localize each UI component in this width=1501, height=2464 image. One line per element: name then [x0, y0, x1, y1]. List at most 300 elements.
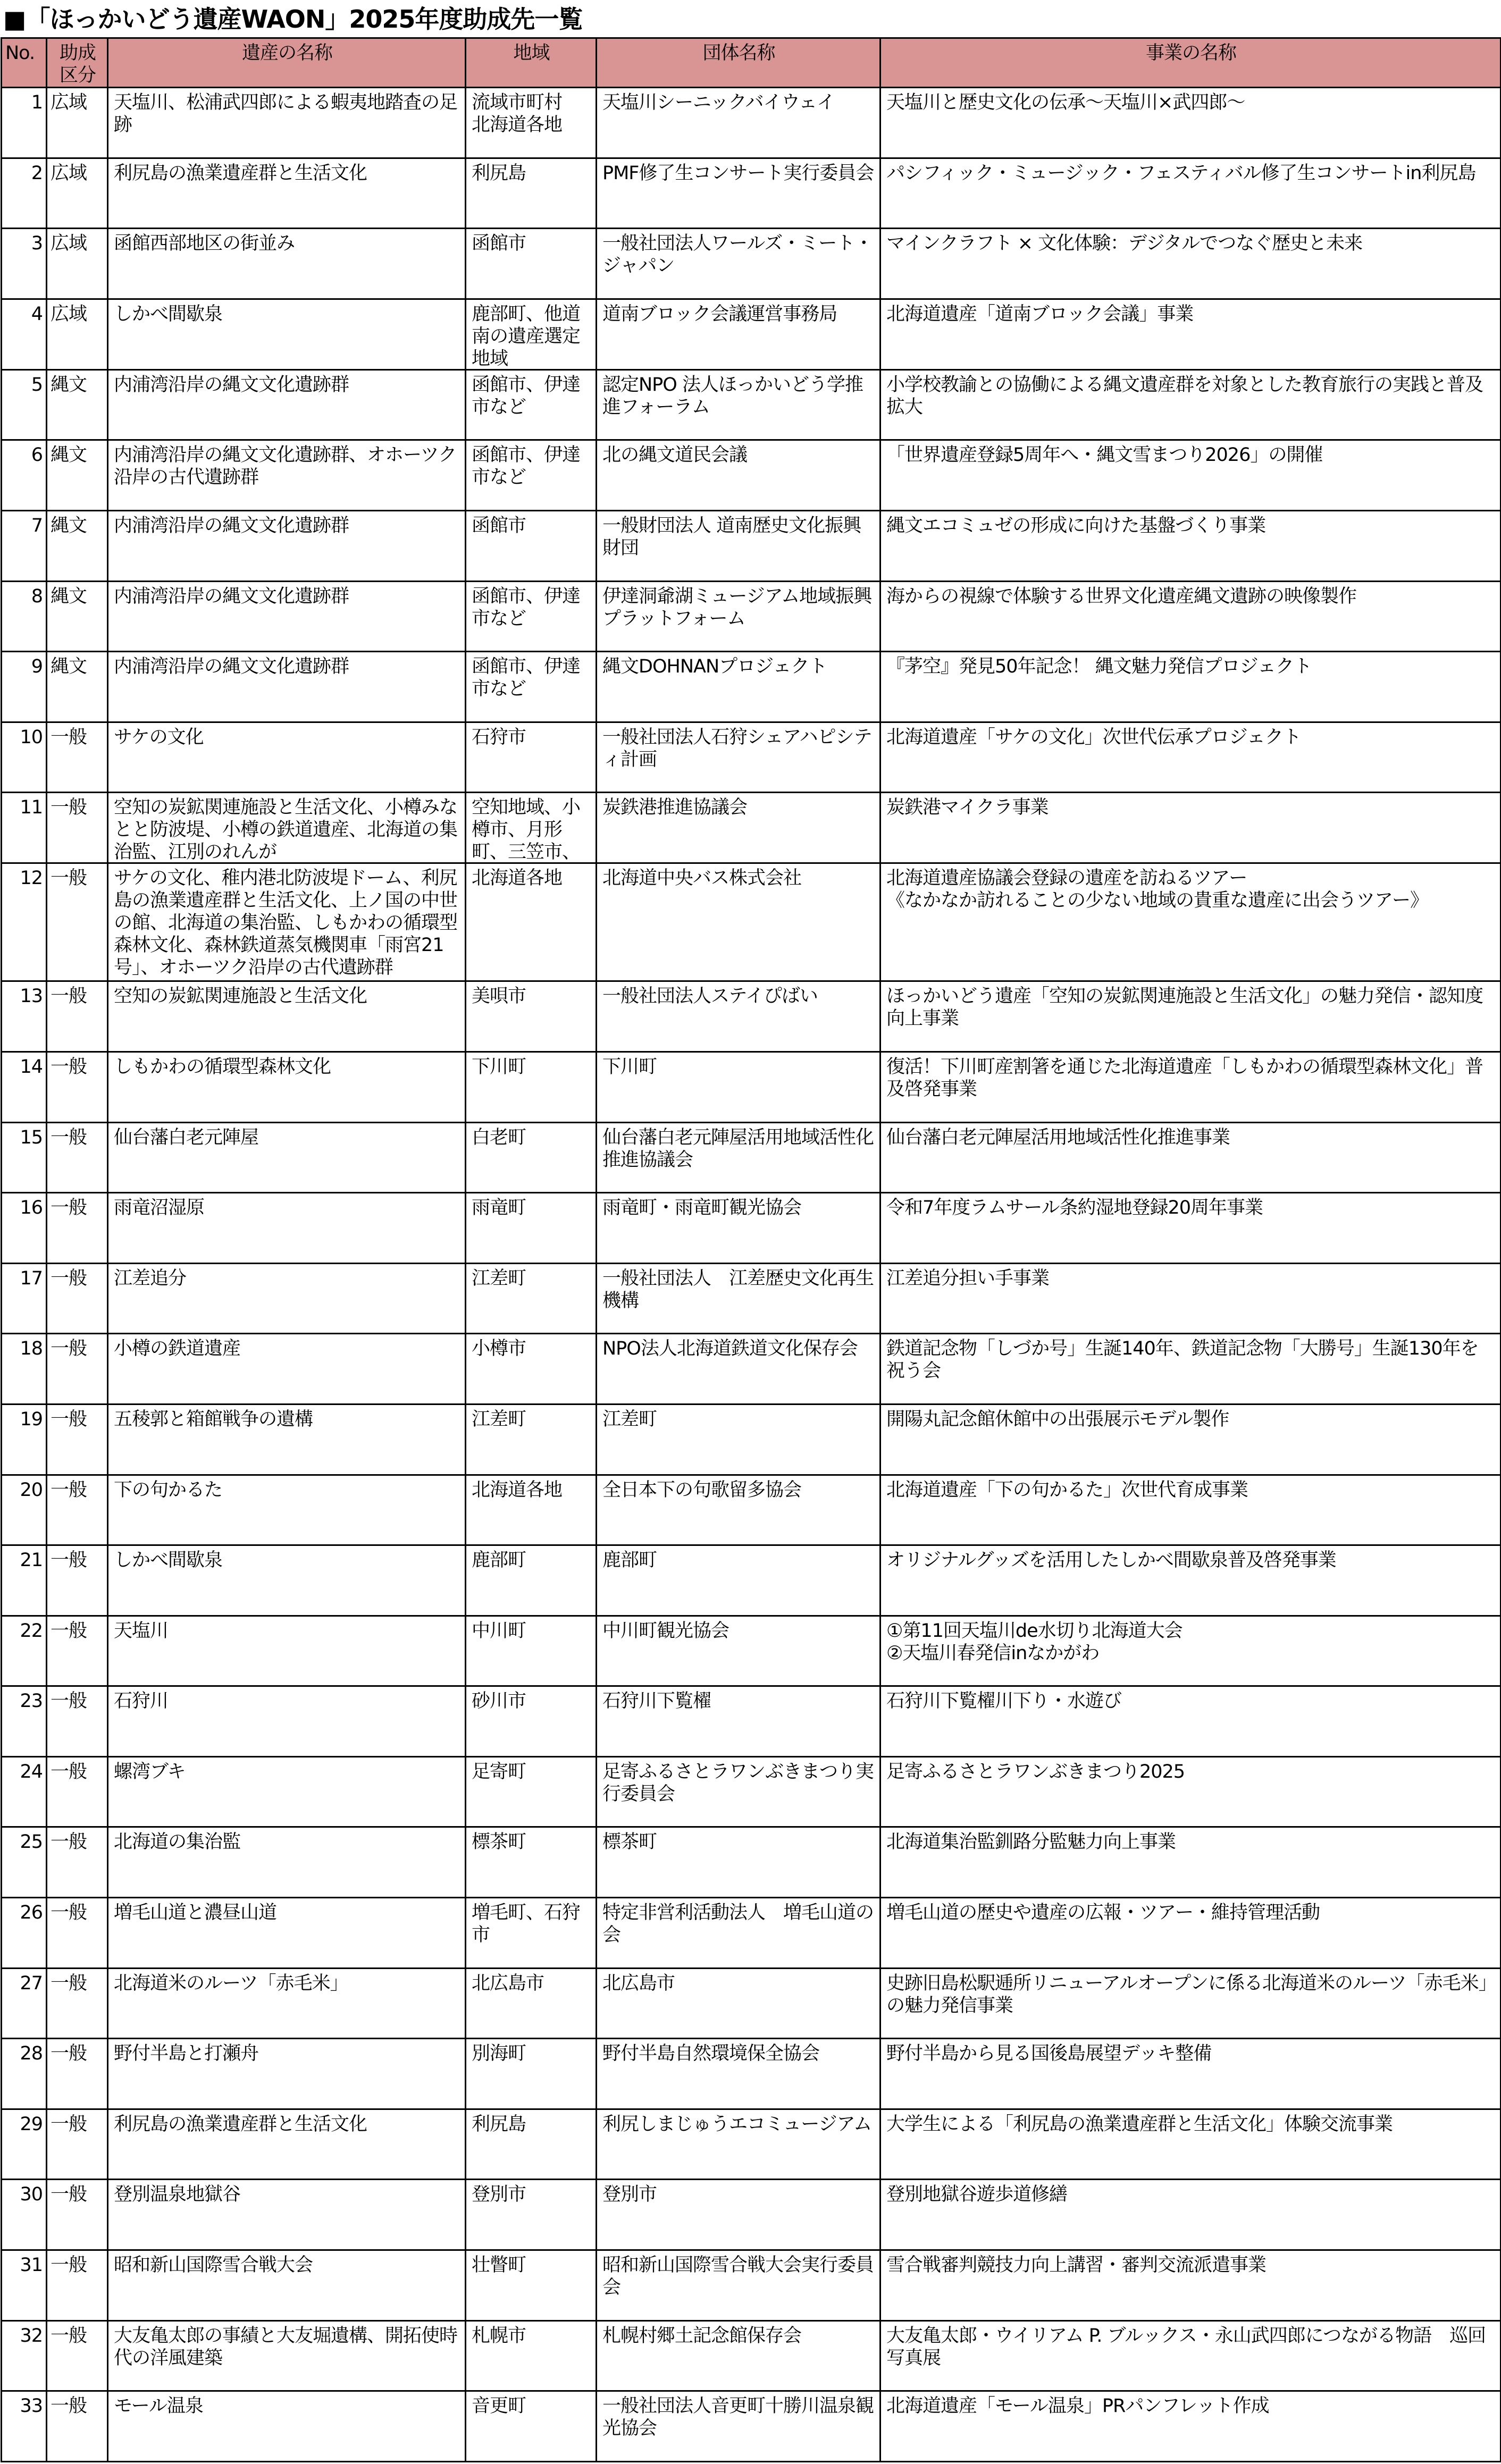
cell-no-text: 6 — [31, 444, 43, 466]
cell-organization — [597, 299, 881, 369]
cell-organization — [597, 793, 881, 863]
cell-category-text: 縄文 — [51, 444, 87, 466]
cell-heritage-name-text: 北海道の集治監 — [114, 1831, 241, 1853]
cell-heritage-name-text: モール温泉 — [114, 2395, 203, 2417]
cell-heritage-name — [108, 440, 466, 511]
cell-no-text: 9 — [31, 656, 43, 678]
cell-organization-text: 認定NPO 法人ほっかいどう学推進フォーラム — [602, 374, 863, 418]
cell-organization-text: NPO法人北海道鉄道文化保存会 — [602, 1338, 858, 1360]
cell-heritage-name-text: 螺湾ブキ — [114, 1761, 186, 1782]
cell-area — [466, 2391, 597, 2462]
cell-no — [2, 1616, 47, 1686]
cell-area — [466, 158, 597, 229]
cell-heritage-name — [108, 1756, 466, 1827]
cell-organization-text: 一般社団法人ステイぴばい — [602, 986, 818, 1007]
cell-no — [2, 2391, 47, 2462]
cell-project-text: 大学生による「利尻島の漁業遺産群と生活文化」体験交流事業 — [886, 2113, 1393, 2135]
cell-no-text: 3 — [31, 233, 43, 255]
table-row — [2, 981, 1501, 1052]
cell-project — [881, 2109, 1501, 2180]
cell-project-text: 増毛山道の歴史や遺産の広報・ツアー・維持管理活動 — [886, 1902, 1320, 1924]
cell-no — [2, 722, 47, 793]
cell-project-text: 小学校教諭との協働による縄文遺産群を対象とした教育旅行の実践と普及拡大 — [886, 374, 1483, 418]
column-header-heritage-name: 遺産の名称 — [108, 38, 466, 88]
cell-no — [2, 1898, 47, 1969]
cell-no — [2, 1334, 47, 1405]
cell-area — [466, 1968, 597, 2039]
cell-heritage-name — [108, 2180, 466, 2250]
cell-category-text: 一般 — [51, 1972, 87, 1994]
cell-project — [881, 1616, 1501, 1686]
cell-area — [466, 229, 597, 299]
cell-area-text: 鹿部町 — [472, 1550, 526, 1571]
cell-project-text: マインクラフト × 文化体験：デジタルでつなぐ歴史と未来 — [886, 233, 1363, 255]
cell-organization-text: 中川町観光協会 — [602, 1620, 729, 1642]
table-row — [2, 1122, 1501, 1193]
cell-category — [47, 88, 108, 158]
cell-no-text: 25 — [20, 1831, 43, 1853]
table-row — [2, 1616, 1501, 1686]
cell-no-text: 20 — [20, 1479, 43, 1501]
cell-area-text: 利尻島 — [472, 162, 526, 184]
cell-category — [47, 299, 108, 369]
cell-no-text: 15 — [20, 1126, 43, 1148]
cell-category — [47, 722, 108, 793]
cell-project — [881, 1756, 1501, 1827]
cell-project-text: 海からの視線で体験する世界文化遺産縄文遺跡の映像製作 — [886, 585, 1357, 607]
cell-heritage-name-text: 江差追分 — [114, 1267, 187, 1289]
cell-category-text: 一般 — [51, 1197, 87, 1219]
page-title: ■「ほっかいどう遺産WAON」2025年度助成先一覧 — [3, 5, 583, 33]
cell-no-text: 5 — [31, 374, 43, 396]
cell-category-text: 一般 — [51, 1338, 87, 1360]
cell-heritage-name — [108, 1545, 466, 1616]
cell-area — [466, 2039, 597, 2109]
cell-organization-text: 利尻しまじゅうエコミュージアム — [602, 2113, 872, 2135]
cell-project-text: 鉄道記念物「しづか号」生誕140年、鉄道記念物「大勝号」生誕130年を祝う会 — [886, 1338, 1479, 1382]
cell-area-text: 増毛町、石狩市 — [472, 1902, 581, 1946]
cell-heritage-name-text: 昭和新山国際雪合戦大会 — [114, 2255, 313, 2276]
cell-category — [47, 1052, 108, 1122]
cell-category-text: 一般 — [51, 2043, 87, 2065]
cell-category — [47, 1545, 108, 1616]
cell-category-text: 一般 — [51, 797, 87, 819]
cell-heritage-name-text: 五稜郭と箱館戦争の遺構 — [114, 1408, 313, 1430]
cell-heritage-name-text: 下の句かるた — [114, 1479, 223, 1501]
cell-area — [466, 1263, 597, 1334]
cell-heritage-name-text: 大友亀太郎の事績と大友堀遺構、開拓使時代の洋風建築 — [114, 2325, 458, 2369]
column-header-area: 地域 — [466, 38, 597, 88]
cell-project-text: 天塩川と歴史文化の伝承～天塩川×武四郎～ — [886, 92, 1245, 113]
cell-heritage-name-text: 内浦湾沿岸の縄文文化遺跡群 — [114, 585, 349, 607]
cell-project — [881, 1898, 1501, 1969]
cell-no-text: 8 — [31, 585, 43, 607]
cell-no — [2, 1193, 47, 1264]
cell-heritage-name — [108, 1263, 466, 1334]
cell-project-text: 北海道集治監釧路分監魅力向上事業 — [886, 1831, 1176, 1853]
table-row — [2, 2039, 1501, 2109]
cell-organization — [597, 2180, 881, 2250]
cell-no-text: 16 — [20, 1197, 43, 1219]
cell-category-text: 一般 — [51, 2255, 87, 2276]
column-header-organization: 団体名称 — [597, 38, 881, 88]
cell-organization — [597, 1898, 881, 1969]
cell-category — [47, 510, 108, 581]
cell-heritage-name — [108, 1898, 466, 1969]
cell-project-text: 令和7年度ラムサール条約湿地登録20周年事業 — [886, 1197, 1263, 1219]
cell-category-text: 一般 — [51, 1831, 87, 1853]
cell-category-text: 広域 — [51, 233, 87, 255]
cell-project — [881, 1475, 1501, 1545]
cell-area-text: 北海道各地 — [472, 1479, 563, 1501]
table-row — [2, 510, 1501, 581]
table-row — [2, 1827, 1501, 1898]
cell-category-text: 縄文 — [51, 374, 87, 396]
cell-area-text: 函館市、伊達市など — [472, 374, 581, 418]
cell-organization — [597, 229, 881, 299]
cell-category-text: 一般 — [51, 986, 87, 1007]
cell-no-text: 12 — [20, 868, 43, 889]
table-row — [2, 793, 1501, 863]
cell-organization — [597, 1968, 881, 2039]
cell-organization — [597, 440, 881, 511]
cell-no-text: 28 — [20, 2043, 43, 2065]
column-header-no: No. — [2, 38, 47, 88]
cell-category-text: 一般 — [51, 1408, 87, 1430]
cell-organization-text: 鹿部町 — [602, 1550, 657, 1571]
cell-project — [881, 581, 1501, 652]
cell-category — [47, 1898, 108, 1969]
cell-heritage-name-text: しかべ間歇泉 — [114, 1550, 223, 1571]
cell-category-text: 一般 — [51, 1479, 87, 1501]
cell-project — [881, 981, 1501, 1052]
cell-project — [881, 1263, 1501, 1334]
cell-no-text: 1 — [31, 92, 43, 113]
cell-heritage-name — [108, 2391, 466, 2462]
column-header-category: 助成 区分 — [47, 38, 108, 88]
cell-organization — [597, 1404, 881, 1475]
cell-category-text: 一般 — [51, 1761, 87, 1782]
cell-category — [47, 440, 108, 511]
cell-area-text: 函館市 — [472, 233, 526, 255]
cell-category-text: 一般 — [51, 1620, 87, 1642]
cell-no — [2, 299, 47, 369]
cell-project — [881, 440, 1501, 511]
cell-area-text: 鹿部町、他道南の遺産選定地域 — [472, 303, 581, 369]
cell-no-text: 32 — [20, 2325, 43, 2347]
cell-project-text: 足寄ふるさとラワンぶきまつり2025 — [886, 1761, 1185, 1782]
table-row — [2, 2180, 1501, 2250]
cell-no-text: 19 — [20, 1408, 43, 1430]
cell-no-text: 17 — [20, 1267, 43, 1289]
cell-area — [466, 1898, 597, 1969]
cell-project — [881, 1545, 1501, 1616]
cell-no — [2, 863, 47, 981]
cell-heritage-name — [108, 2039, 466, 2109]
cell-project — [881, 88, 1501, 158]
cell-organization — [597, 1686, 881, 1757]
cell-project-text: 雪合戦審判競技力向上講習・審判交流派遣事業 — [886, 2255, 1267, 2276]
cell-area — [466, 1052, 597, 1122]
cell-category — [47, 863, 108, 981]
cell-category-text: 広域 — [51, 162, 87, 184]
cell-heritage-name-text: しもかわの循環型森林文化 — [114, 1056, 331, 1078]
cell-no — [2, 581, 47, 652]
cell-area — [466, 863, 597, 981]
cell-area-text: 空知地域、小樽市、月形町、三笠市、 — [472, 797, 581, 863]
cell-heritage-name — [108, 1475, 466, 1545]
cell-organization-text: 標茶町 — [602, 1831, 657, 1853]
cell-organization-text: 野付半島自然環境保全協会 — [602, 2043, 820, 2065]
cell-no-text: 21 — [20, 1550, 43, 1571]
cell-project — [881, 2391, 1501, 2462]
cell-no — [2, 981, 47, 1052]
cell-no-text: 30 — [20, 2184, 43, 2206]
cell-heritage-name-text: 内浦湾沿岸の縄文文化遺跡群、オホーツク沿岸の古代遺跡群 — [114, 444, 457, 489]
cell-area-text: 函館市、伊達市など — [472, 656, 581, 700]
cell-category-text: 一般 — [51, 2184, 87, 2206]
cell-organization — [597, 158, 881, 229]
cell-area-text: 北広島市 — [472, 1972, 544, 1994]
cell-no-text: 33 — [20, 2395, 43, 2417]
cell-heritage-name — [108, 581, 466, 652]
cell-category — [47, 1968, 108, 2039]
cell-area — [466, 2109, 597, 2180]
cell-no-text: 4 — [31, 303, 43, 325]
cell-heritage-name-text: 雨竜沼湿原 — [114, 1197, 205, 1219]
cell-project-text: 野付半島から見る国後島展望デッキ整備 — [886, 2043, 1212, 2065]
cell-heritage-name-text: 天塩川 — [114, 1620, 169, 1642]
cell-heritage-name-text: 利尻島の漁業遺産群と生活文化 — [114, 2113, 367, 2135]
cell-organization-text: 天塩川シーニックバイウェイ — [602, 92, 835, 113]
cell-heritage-name-text: 天塩川、松浦武四郎による蝦夷地踏査の足跡 — [114, 92, 458, 136]
cell-organization — [597, 722, 881, 793]
cell-no — [2, 1404, 47, 1475]
cell-heritage-name — [108, 1686, 466, 1757]
cell-organization-text: 伊達洞爺湖ミュージアム地域振興プラットフォーム — [602, 585, 872, 629]
cell-organization-text: 北海道中央バス株式会社 — [602, 868, 802, 889]
cell-organization-text: 一般社団法人音更町十勝川温泉観光協会 — [602, 2395, 874, 2440]
cell-organization — [597, 863, 881, 981]
cell-category — [47, 1756, 108, 1827]
cell-category — [47, 1404, 108, 1475]
cell-category-text: 広域 — [51, 92, 87, 113]
cell-project-text: 炭鉄港マイクラ事業 — [886, 797, 1049, 819]
cell-project-text: 北海道遺産「下の句かるた」次世代育成事業 — [886, 1479, 1248, 1501]
cell-organization-text: 一般財団法人 道南歴史文化振興財団 — [602, 515, 861, 559]
cell-area-text: 美唄市 — [472, 986, 526, 1007]
cell-area-text: 足寄町 — [472, 1761, 526, 1782]
cell-heritage-name — [108, 369, 466, 440]
cell-heritage-name — [108, 981, 466, 1052]
cell-no-text: 11 — [20, 797, 43, 819]
cell-area — [466, 581, 597, 652]
cell-heritage-name — [108, 88, 466, 158]
cell-category — [47, 1475, 108, 1545]
cell-organization-text: 縄文DOHNANプロジェクト — [602, 656, 827, 678]
cell-no — [2, 88, 47, 158]
cell-organization — [597, 2250, 881, 2321]
table-row — [2, 369, 1501, 440]
cell-no — [2, 2109, 47, 2180]
cell-category-text: 一般 — [51, 1691, 87, 1712]
cell-heritage-name — [108, 1334, 466, 1405]
table-row — [2, 1686, 1501, 1757]
cell-no-text: 23 — [20, 1691, 43, 1712]
cell-organization — [597, 652, 881, 722]
cell-project — [881, 863, 1501, 981]
cell-no-text: 22 — [20, 1620, 43, 1642]
cell-heritage-name-text: サケの文化 — [114, 726, 204, 748]
cell-category — [47, 1334, 108, 1405]
cell-category — [47, 2109, 108, 2180]
cell-heritage-name-text: 石狩川 — [114, 1691, 169, 1712]
table-row — [2, 158, 1501, 229]
cell-category — [47, 981, 108, 1052]
cell-heritage-name — [108, 722, 466, 793]
cell-no-text: 7 — [31, 515, 43, 536]
cell-heritage-name-text: 小樽の鉄道遺産 — [114, 1338, 241, 1360]
cell-area — [466, 1827, 597, 1898]
cell-area — [466, 1475, 597, 1545]
cell-category-text: 一般 — [51, 726, 87, 748]
cell-area-text: 函館市、伊達市など — [472, 585, 581, 629]
cell-organization — [597, 1334, 881, 1405]
cell-heritage-name-text: 野付半島と打瀬舟 — [114, 2043, 259, 2065]
table-row — [2, 863, 1501, 981]
cell-project-text: 史跡旧島松駅逓所リニューアルオープンに係る北海道米のルーツ「赤毛米」の魅力発信事業 — [886, 1972, 1488, 2016]
cell-area — [466, 2320, 597, 2391]
cell-no-text: 14 — [20, 1056, 43, 1078]
cell-project — [881, 2320, 1501, 2391]
cell-organization-text: 江差町 — [602, 1408, 657, 1430]
cell-category — [47, 1616, 108, 1686]
cell-area-text: 音更町 — [472, 2395, 526, 2417]
cell-area-text: 北海道各地 — [472, 868, 563, 889]
cell-heritage-name — [108, 1616, 466, 1686]
cell-heritage-name — [108, 1193, 466, 1264]
cell-area — [466, 1686, 597, 1757]
table-row — [2, 88, 1501, 158]
cell-heritage-name — [108, 863, 466, 981]
cell-area — [466, 369, 597, 440]
cell-organization-text: 昭和新山国際雪合戦大会実行委員会 — [602, 2255, 874, 2299]
cell-area — [466, 1122, 597, 1193]
table-row — [2, 1545, 1501, 1616]
cell-area — [466, 2180, 597, 2250]
table-row — [2, 1052, 1501, 1122]
cell-project — [881, 158, 1501, 229]
cell-organization-text: 一般社団法人石狩シェアハピシティ計画 — [602, 726, 872, 770]
table-row — [2, 1193, 1501, 1264]
cell-project — [881, 793, 1501, 863]
cell-heritage-name — [108, 1122, 466, 1193]
cell-no — [2, 1968, 47, 2039]
cell-no — [2, 1052, 47, 1122]
cell-no — [2, 2039, 47, 2109]
table-row — [2, 2320, 1501, 2391]
cell-organization — [597, 1475, 881, 1545]
table-row — [2, 440, 1501, 511]
cell-area — [466, 1616, 597, 1686]
cell-area-text: 中川町 — [472, 1620, 526, 1642]
cell-area-text: 砂川市 — [472, 1691, 526, 1712]
cell-project-text: オリジナルグッズを活用したしかべ間歇泉普及啓発事業 — [886, 1550, 1336, 1571]
cell-project-text: 「世界遺産登録5周年へ・縄文雪まつり2026」の開催 — [886, 444, 1323, 466]
cell-heritage-name — [108, 793, 466, 863]
cell-heritage-name — [108, 229, 466, 299]
table-row — [2, 1263, 1501, 1334]
cell-heritage-name-text: 函館西部地区の街並み — [114, 233, 295, 255]
cell-heritage-name-text: 空知の炭鉱関連施設と生活文化 — [114, 986, 367, 1007]
cell-area — [466, 1334, 597, 1405]
cell-heritage-name-text: 空知の炭鉱関連施設と生活文化、小樽みなとと防波堤、小樽の鉄道遺産、北海道の集治監、江別のれんが — [114, 797, 458, 863]
cell-organization-text: 雨竜町・雨竜町観光協会 — [602, 1197, 802, 1219]
cell-heritage-name — [108, 652, 466, 722]
cell-heritage-name-text: 内浦湾沿岸の縄文文化遺跡群 — [114, 374, 349, 396]
cell-area-text: 別海町 — [472, 2043, 526, 2065]
cell-heritage-name — [108, 2250, 466, 2321]
cell-heritage-name — [108, 510, 466, 581]
cell-category-text: 一般 — [51, 1550, 87, 1571]
cell-organization — [597, 2039, 881, 2109]
cell-heritage-name-text: 仙台藩白老元陣屋 — [114, 1126, 259, 1148]
cell-organization — [597, 581, 881, 652]
cell-project-text: 登別地獄谷遊歩道修繕 — [886, 2184, 1068, 2206]
cell-category — [47, 1122, 108, 1193]
cell-organization-text: 道南ブロック会議運営事務局 — [602, 303, 837, 325]
cell-no-text: 2 — [31, 162, 43, 184]
cell-heritage-name — [108, 1052, 466, 1122]
cell-no — [2, 1756, 47, 1827]
table-row — [2, 1475, 1501, 1545]
cell-organization-text: PMF修了生コンサート実行委員会 — [602, 162, 874, 184]
cell-organization-text: 足寄ふるさとラワンぶきまつり実行委員会 — [602, 1761, 874, 1805]
cell-organization — [597, 88, 881, 158]
table-row — [2, 229, 1501, 299]
cell-category-text: 一般 — [51, 2395, 87, 2417]
cell-heritage-name — [108, 2109, 466, 2180]
cell-no — [2, 2320, 47, 2391]
cell-project — [881, 652, 1501, 722]
cell-project — [881, 1193, 1501, 1264]
cell-organization — [597, 981, 881, 1052]
cell-organization — [597, 1052, 881, 1122]
cell-category — [47, 581, 108, 652]
cell-organization — [597, 1263, 881, 1334]
cell-category — [47, 2320, 108, 2391]
cell-project-text: 大友亀太郎・ウイリアム P. ブルックス・永山武四郎につながる物語 巡回写真展 — [886, 2325, 1486, 2369]
cell-project — [881, 1334, 1501, 1405]
cell-no — [2, 2250, 47, 2321]
cell-category-text: 縄文 — [51, 656, 87, 678]
cell-no — [2, 1545, 47, 1616]
cell-category-text: 一般 — [51, 1902, 87, 1924]
cell-area — [466, 793, 597, 863]
cell-no — [2, 1475, 47, 1545]
cell-organization-text: 石狩川下覧櫂 — [602, 1691, 711, 1712]
cell-area — [466, 652, 597, 722]
cell-organization-text: 炭鉄港推進協議会 — [602, 797, 748, 819]
cell-heritage-name — [108, 158, 466, 229]
cell-category-text: 一般 — [51, 1056, 87, 1078]
table-body — [2, 88, 1501, 2462]
cell-heritage-name — [108, 1968, 466, 2039]
grant-recipients-table — [1, 37, 1501, 2462]
cell-category — [47, 652, 108, 722]
cell-heritage-name — [108, 1404, 466, 1475]
cell-category — [47, 369, 108, 440]
